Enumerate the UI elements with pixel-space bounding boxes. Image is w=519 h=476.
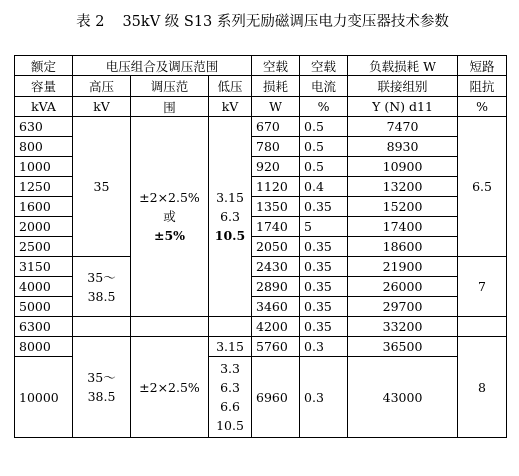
no-load-current-cell: 0.4 (300, 177, 348, 197)
capacity-cell: 1000 (15, 157, 73, 177)
header-row-1 (15, 56, 507, 76)
table-row (15, 257, 507, 277)
header-tap-range-2: 围 (131, 97, 209, 117)
header-lv-unit: kV (209, 97, 252, 117)
no-load-loss-cell: 780 (252, 137, 300, 157)
table-title: 35kV 级 S13 系列无励磁调压电力变压器技术参数 (122, 14, 449, 30)
header-rated-capacity: 额定 (15, 56, 73, 76)
header-impedance-2: 阻抗 (458, 76, 507, 97)
impedance-cell-group3: 8 (458, 337, 507, 438)
table-row (15, 337, 507, 357)
no-load-current-cell: 0.5 (300, 117, 348, 137)
load-loss-cell: 7470 (348, 117, 458, 137)
tap-range-cell-group2: ±2×2.5% (131, 337, 209, 438)
header-no-load-current: 空载 (300, 56, 348, 76)
header-impedance-unit: % (458, 97, 507, 117)
header-vector-code: Y (N) d11 (348, 97, 458, 117)
lv-cell-8000: 3.15 (209, 337, 252, 357)
no-load-loss-cell: 5760 (252, 337, 300, 357)
capacity-cell: 1600 (15, 197, 73, 217)
capacity-cell: 4000 (15, 277, 73, 297)
header-no-load-loss-2: 损耗 (252, 76, 300, 97)
no-load-loss-cell: 2050 (252, 237, 300, 257)
hv-cell-empty (73, 317, 131, 337)
header-rated-capacity-2: 容量 (15, 76, 73, 97)
header-hv-unit: kV (73, 97, 131, 117)
header-lv: 低压 (209, 76, 252, 97)
no-load-loss-cell: 2430 (252, 257, 300, 277)
header-row-3 (15, 97, 507, 117)
header-no-load-current-unit: % (300, 97, 348, 117)
capacity-cell: 2500 (15, 237, 73, 257)
no-load-current-cell: 5 (300, 217, 348, 237)
no-load-loss-cell: 3460 (252, 297, 300, 317)
impedance-cell-group2: 7 (458, 257, 507, 317)
header-load-loss: 负载损耗 W (348, 56, 458, 76)
header-row-2 (15, 76, 507, 97)
no-load-loss-cell: 4200 (252, 317, 300, 337)
lv-cell-group1: 3.15 6.3 10.5 (209, 117, 252, 317)
transformer-spec-table (14, 55, 507, 438)
load-loss-cell: 26000 (348, 277, 458, 297)
no-load-current-cell: 0.3 (300, 357, 348, 438)
table-caption (0, 10, 519, 31)
no-load-current-cell: 0.5 (300, 137, 348, 157)
capacity-cell: 6300 (15, 317, 73, 337)
no-load-loss-cell: 1350 (252, 197, 300, 217)
no-load-loss-cell: 1120 (252, 177, 300, 197)
capacity-cell: 8000 (15, 337, 73, 357)
table-row (15, 117, 507, 137)
capacity-cell: 3150 (15, 257, 73, 277)
no-load-current-cell: 0.5 (300, 157, 348, 177)
no-load-current-cell: 0.3 (300, 337, 348, 357)
no-load-current-cell: 0.35 (300, 297, 348, 317)
load-loss-cell: 8930 (348, 137, 458, 157)
impedance-cell-empty (458, 317, 507, 337)
load-loss-cell: 15200 (348, 197, 458, 217)
header-capacity-unit: kVA (15, 97, 73, 117)
tap-range-cell-empty (131, 317, 209, 337)
header-hv: 高压 (73, 76, 131, 97)
no-load-current-cell: 0.35 (300, 237, 348, 257)
header-impedance: 短路 (458, 56, 507, 76)
load-loss-cell: 33200 (348, 317, 458, 337)
lv-cell-10000: 3.3 6.3 6.6 10.5 (209, 357, 252, 438)
load-loss-cell: 18600 (348, 237, 458, 257)
no-load-current-cell: 0.35 (300, 257, 348, 277)
tap-range-cell-group1: ±2×2.5% 或 ±5% (131, 117, 209, 317)
header-tap-range: 调压范 (131, 76, 209, 97)
no-load-current-cell: 0.35 (300, 277, 348, 297)
capacity-cell: 5000 (15, 297, 73, 317)
header-no-load-loss: 空载 (252, 56, 300, 76)
capacity-cell: 800 (15, 137, 73, 157)
load-loss-cell: 29700 (348, 297, 458, 317)
no-load-loss-cell: 670 (252, 117, 300, 137)
table-number: 表 2 (76, 14, 105, 30)
header-vector-group: 联接组别 (348, 76, 458, 97)
header-voltage-group: 电压组合及调压范围 (73, 56, 252, 76)
load-loss-cell: 10900 (348, 157, 458, 177)
capacity-cell: 1250 (15, 177, 73, 197)
no-load-current-cell: 0.35 (300, 317, 348, 337)
load-loss-cell: 13200 (348, 177, 458, 197)
impedance-cell-group1: 6.5 (458, 117, 507, 257)
no-load-loss-cell: 2890 (252, 277, 300, 297)
hv-cell-group1: 35 (73, 117, 131, 257)
capacity-cell: 630 (15, 117, 73, 137)
load-loss-cell: 36500 (348, 337, 458, 357)
capacity-cell: 10000 (15, 357, 73, 438)
load-loss-cell: 21900 (348, 257, 458, 277)
load-loss-cell: 43000 (348, 357, 458, 438)
header-no-load-loss-unit: W (252, 97, 300, 117)
no-load-loss-cell: 920 (252, 157, 300, 177)
lv-cell-empty (209, 317, 252, 337)
capacity-cell: 2000 (15, 217, 73, 237)
load-loss-cell: 17400 (348, 217, 458, 237)
table-row (15, 317, 507, 337)
no-load-loss-cell: 6960 (252, 357, 300, 438)
no-load-current-cell: 0.35 (300, 197, 348, 217)
hv-cell-group2: 35～ 38.5 (73, 257, 131, 317)
no-load-loss-cell: 1740 (252, 217, 300, 237)
header-no-load-current-2: 电流 (300, 76, 348, 97)
hv-cell-group3: 35～ 38.5 (73, 337, 131, 438)
